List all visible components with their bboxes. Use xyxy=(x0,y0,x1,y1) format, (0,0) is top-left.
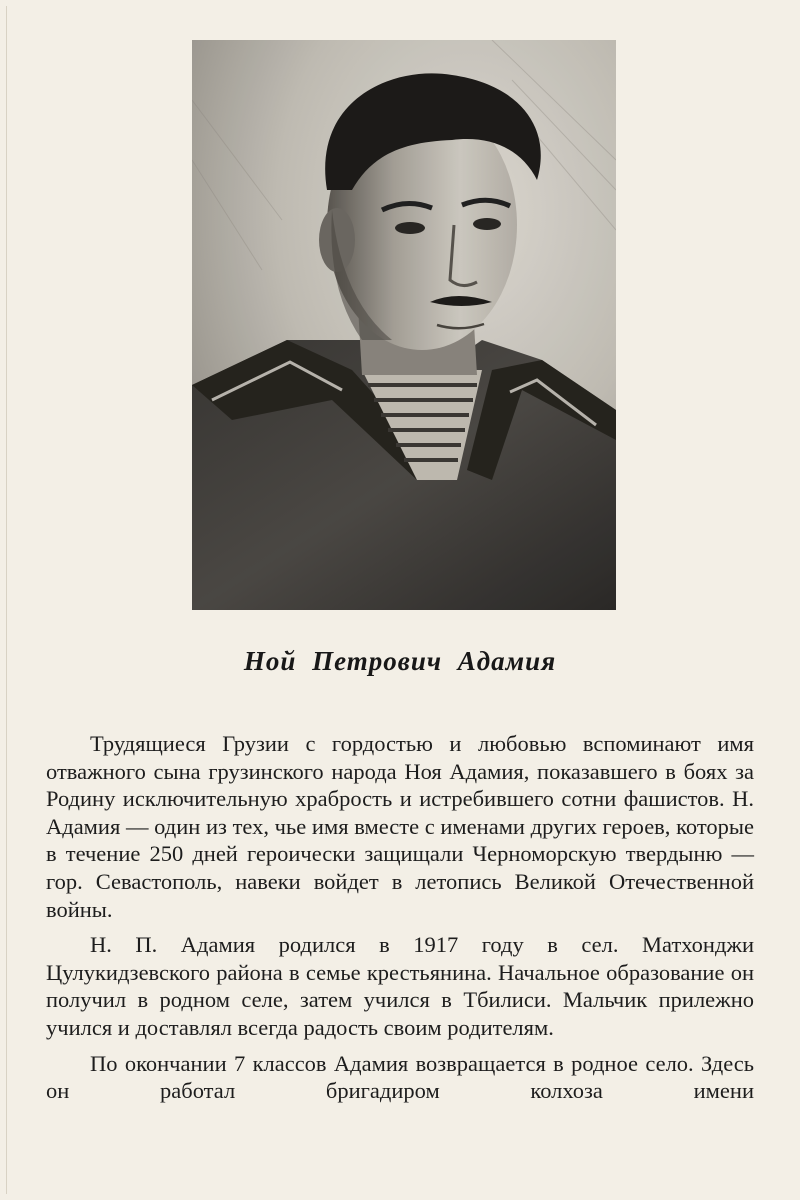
paragraph-2: Н. П. Адамия родился в 1917 году в сел. Матхонджи Цулукидзевского района в семье крестьянина. Начальное образование он получил в родном селе, затем учился в Тбилиси. Мальчик прилежно учился и доставлял всегда радость своим родителям. xyxy=(46,932,754,1040)
portrait-illustration xyxy=(192,40,616,610)
portrait-caption: Ной Петрович Адамия xyxy=(243,646,557,676)
article-body xyxy=(46,730,754,1113)
paragraph-1: Трудящиеся Грузии с гордостью и любовью вспоминают имя отважного сына грузинского народа Ноя Адамия, показавшего в боях за Родину исключительную храбрость и истребившего сотни фашистов. Н. Адамия — один из тех, чье имя вместе с именами других героев, которые в течение 250 дней героически защищали Черноморскую твердыню — гор. Севастополь, навеки войдет в летопись Великой Отечественной войны. xyxy=(46,731,754,922)
portrait-photo xyxy=(192,40,616,610)
paragraph-3: По окончании 7 классов Адамия возвращается в родное село. Здесь он работал бригадиром колхоза имени xyxy=(46,1050,754,1104)
